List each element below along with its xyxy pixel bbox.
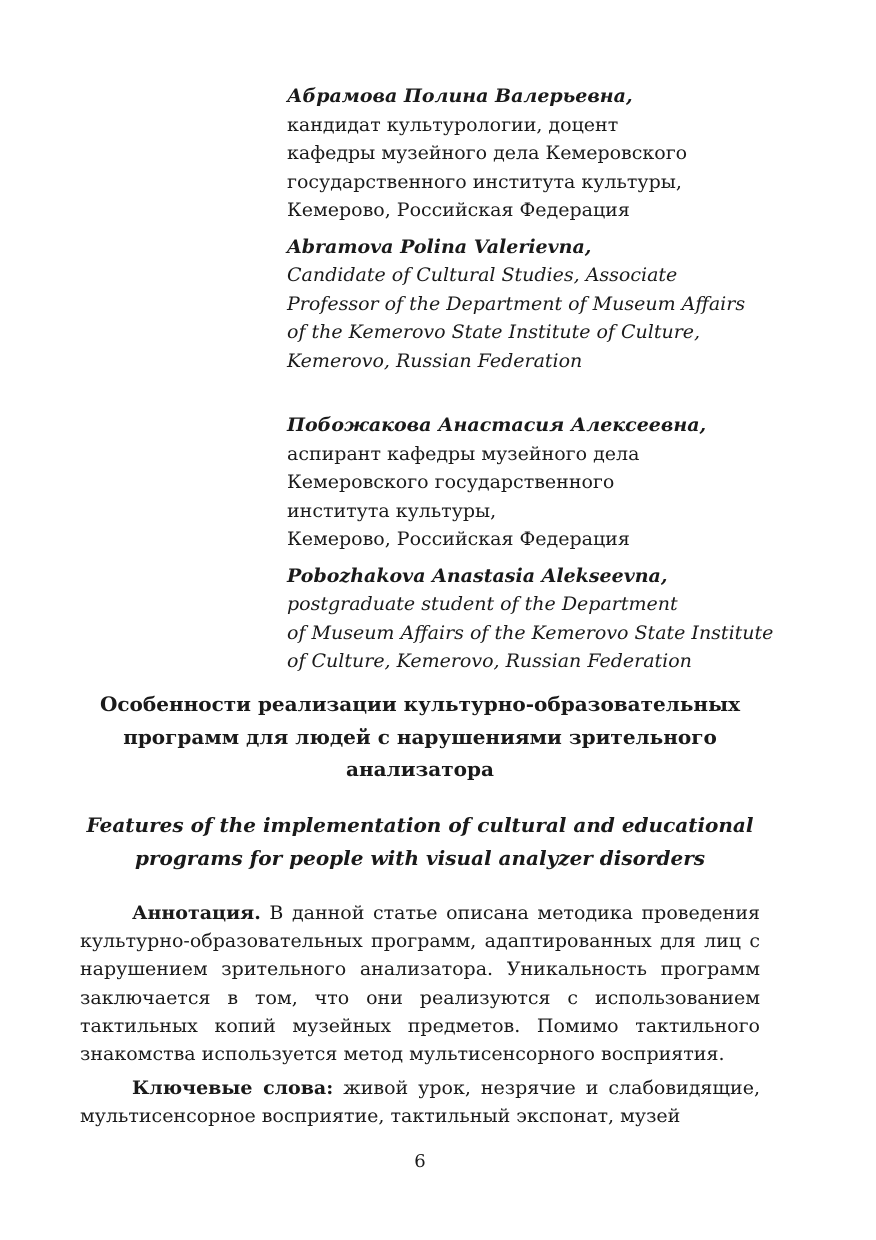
author-name: Abramova Polina Valerievna, [287, 235, 592, 258]
affiliation-line: Kemerovo, Russian Federation [287, 349, 583, 372]
affiliation-line: of the Kemerovo State Institute of Culture, [287, 321, 701, 343]
affiliation-line: Candidate of Cultural Studies, Associate [287, 264, 678, 286]
affiliation-line: государственного института культуры, [287, 170, 682, 193]
affiliation-line: of Culture, Kemerovo, Russian Federation [287, 650, 692, 672]
author-name: Pobozhakova Anastasia Alekseevna, [287, 564, 668, 587]
article-title-en [80, 809, 760, 874]
affiliation-line: аспирант кафедры музейного дела [287, 442, 640, 465]
title-line: анализатора [346, 757, 494, 781]
abstract-text: В данной статье описана методика проведения культурно-образовательных программ, адаптированных для лиц с нарушением зрительного анализатора. Уникальность программ заключается в том, что они реализуются с использованием тактильных копий музейных предметов. Помимо тактильного знакомства используется метод мультисенсорного восприятия. [80, 902, 760, 1066]
keywords-paragraph [80, 1074, 760, 1130]
author-2-ru [287, 411, 757, 554]
title-line: программ для людей с нарушениями зрительного [123, 724, 717, 749]
author-name: Побожакова Анастасия Алексеевна, [287, 414, 707, 436]
author-1-en [287, 233, 757, 376]
affiliation-line: postgraduate student of the Department [287, 593, 678, 615]
keywords-label: Ключевые слова: [132, 1077, 334, 1100]
affiliation-line: Кемерово, Российская Федерация [287, 199, 630, 221]
abstract-section [80, 899, 760, 1131]
affiliation-line: кандидат культурологии, доцент [287, 113, 619, 136]
author-1-ru [287, 82, 757, 225]
abstract-label: Аннотация. [132, 902, 261, 924]
title-line: Features of the implementation of cultural and educational [86, 813, 754, 837]
author-name: Абрамова Полина Валерьевна, [287, 85, 633, 107]
affiliation-line: Кемерово, Российская Федерация [287, 528, 630, 550]
article-title-ru [80, 688, 760, 786]
title-line: Особенности реализации культурно-образовательных [99, 692, 741, 716]
page-number: 6 [414, 1151, 426, 1172]
title-line: programs for people with visual analyzer disorders [134, 845, 706, 870]
affiliation-line: Кемеровского государственного [287, 471, 615, 493]
keywords-text: живой урок, незрячие и слабовидящие, мультисенсорное восприятие, тактильный экспонат, музей [80, 1077, 760, 1128]
affiliation-line: of Museum Affairs of the Kemerovo State Institute [287, 621, 774, 644]
author-2-en [287, 562, 774, 676]
author-affiliations [287, 82, 774, 676]
affiliation-line: института культуры, [287, 499, 497, 522]
affiliation-line: кафедры музейного дела Кемеровского [287, 142, 688, 164]
affiliation-line: Professor of the Department of Museum Affairs [287, 292, 746, 315]
abstract-paragraph [80, 899, 760, 1068]
